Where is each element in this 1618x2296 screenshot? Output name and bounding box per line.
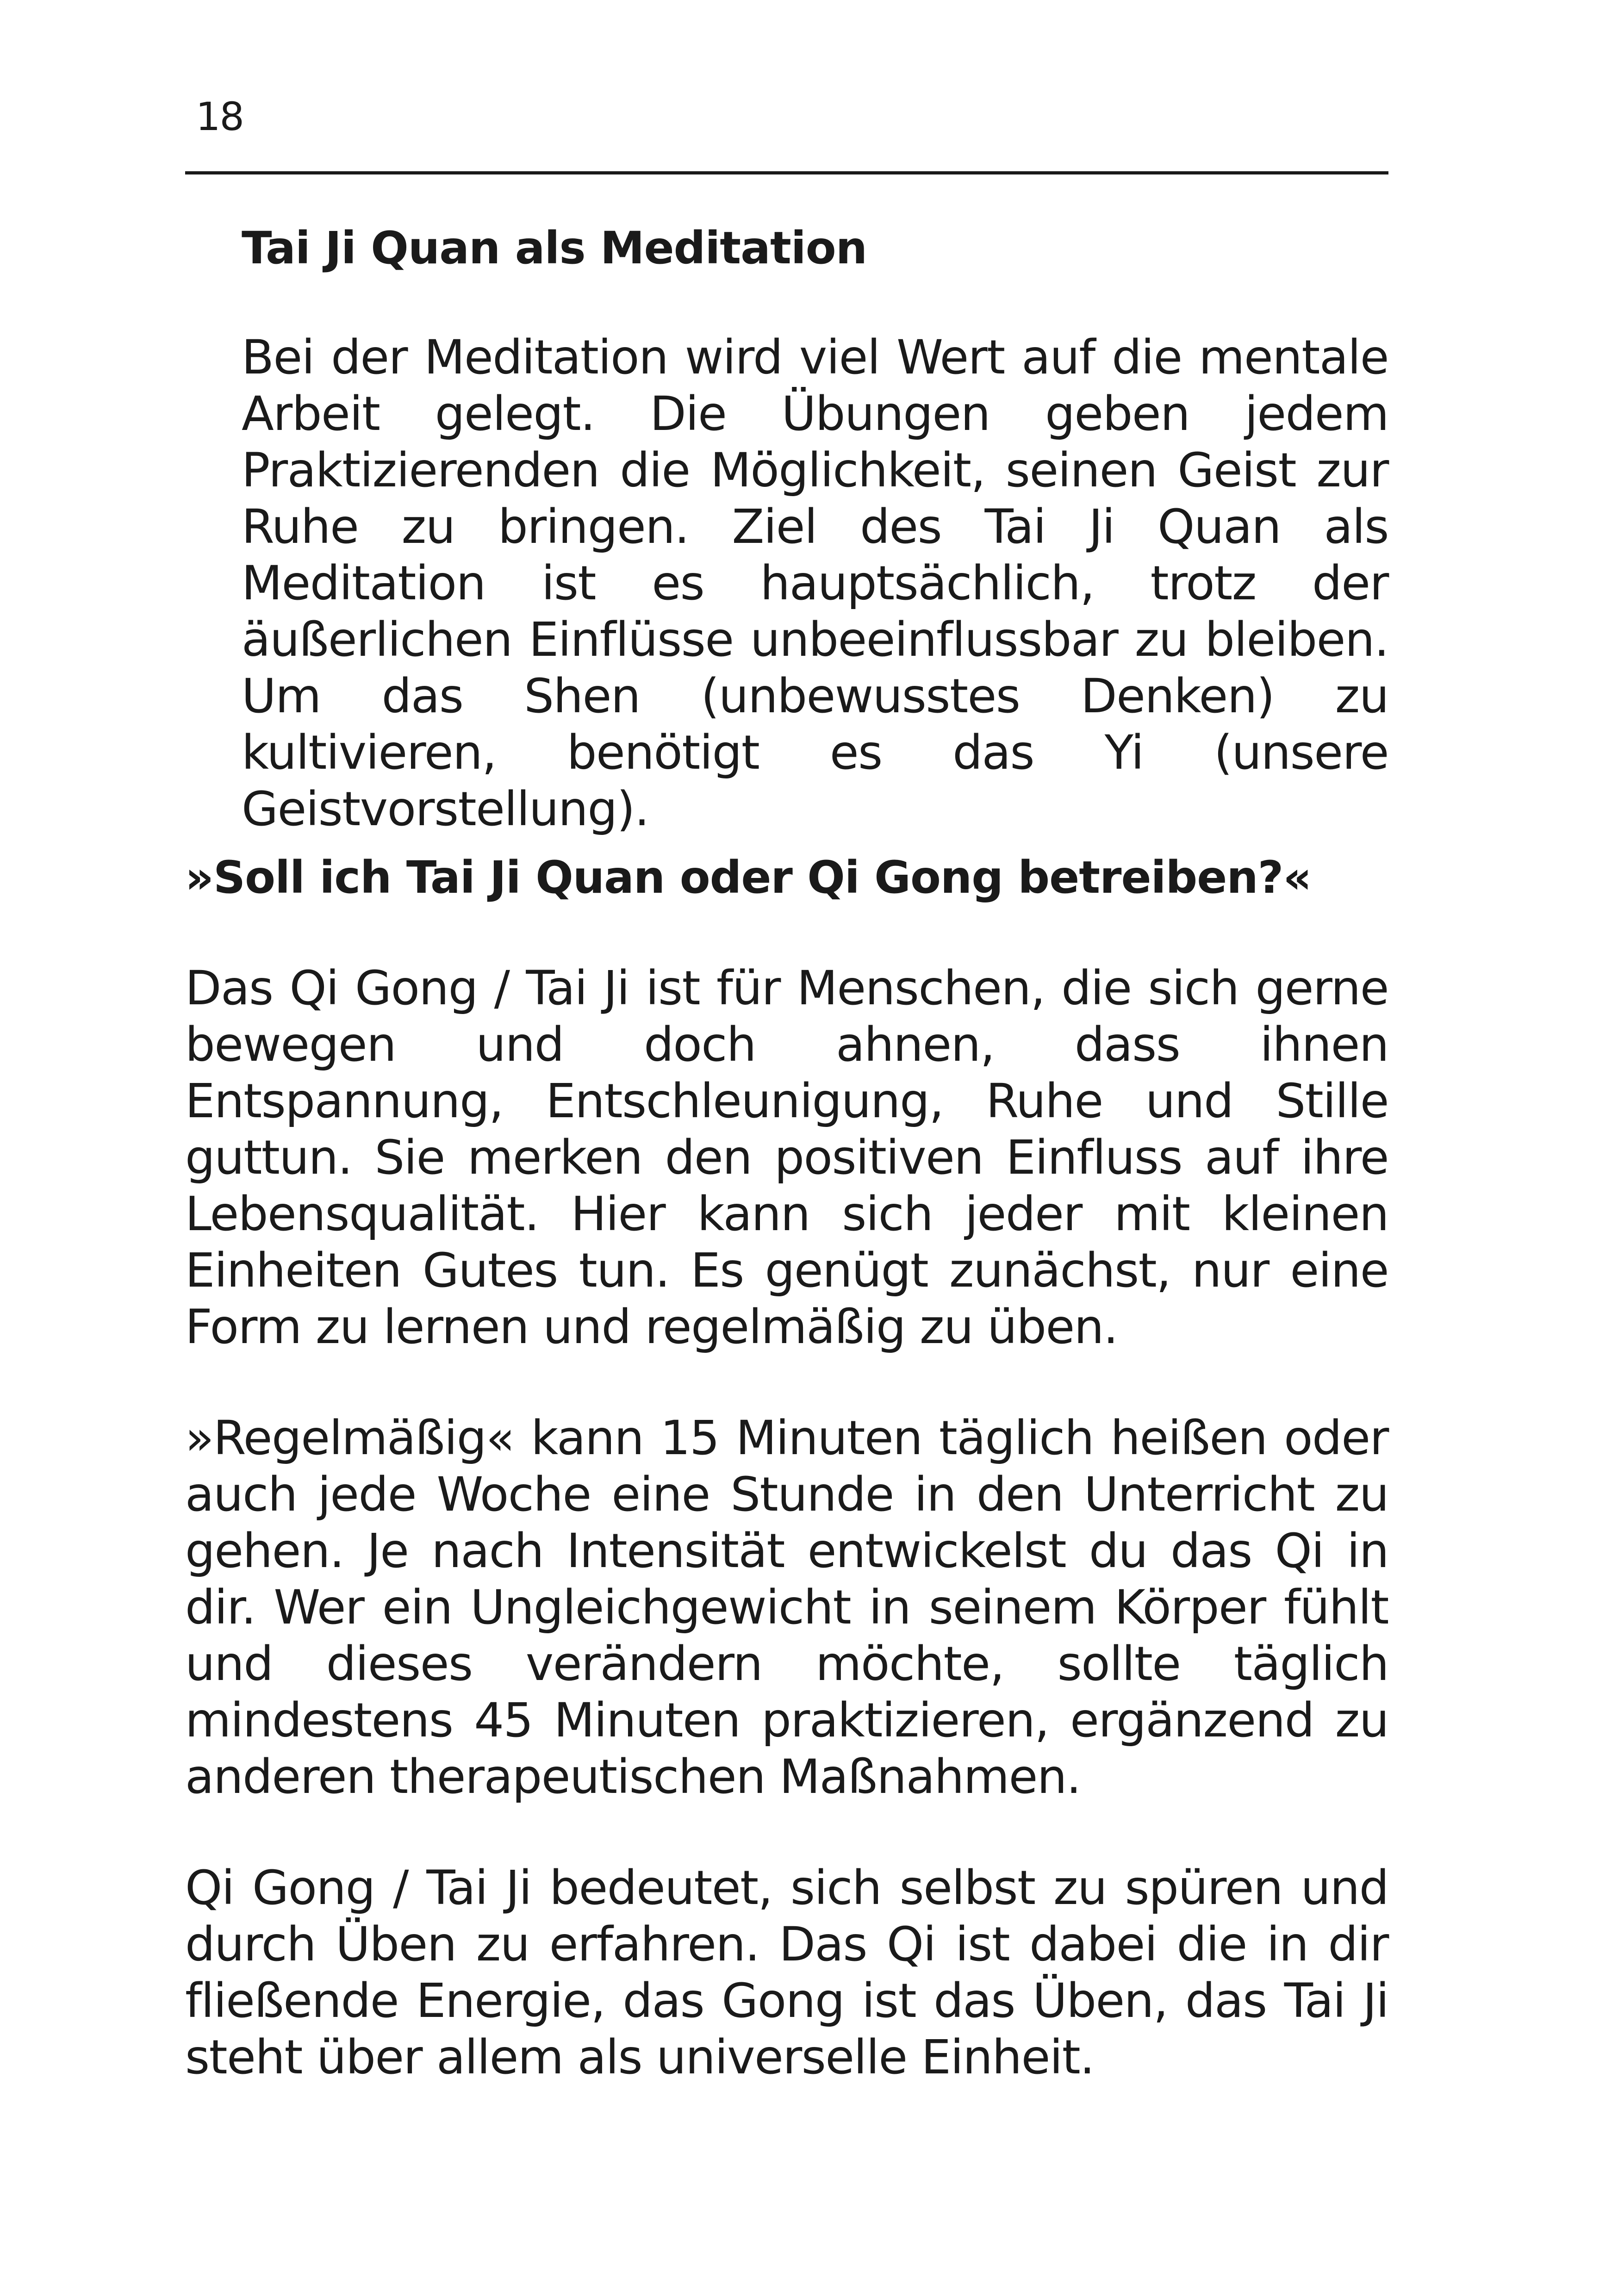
section-tai-ji-or-qi-gong: [185, 849, 1388, 2086]
paragraph-who-it-is-for: Das Qi Gong / Tai Ji ist für Menschen, die sich gerne bewegen und doch ahnen, dass ihnen Entspannung, Entschleunigung, Ruhe und Stille guttun. Sie merken den positiven Einfluss auf ihre Lebensqualität. Hier kann sich jeder mit kleinen Einheiten Gutes tun. Es genügt zunächst, nur eine Form zu lernen und regelmäßig zu üben.: [185, 961, 1388, 1355]
paragraph-meditation: Bei der Meditation wird viel Wert auf die mentale Arbeit gelegt. Die Übungen geben jedem Praktizierenden die Möglichkeit, seinen Geist zur Ruhe zu bringen. Ziel des Tai Ji Quan als Meditation ist es hauptsächlich, trotz der äußerlichen Einflüsse unbeeinflussbar zu bleiben. Um das Shen (unbewusstes Denken) zu kultivieren, benötigt es das Yi (unsere Geistvorstellung).: [242, 330, 1388, 837]
paragraph-meaning: Qi Gong / Tai Ji bedeutet, sich selbst zu spüren und durch Üben zu erfahren. Das Qi ist dabei die in dir fließende Energie, das Gong ist das Üben, das Tai Ji steht über allem als universelle Einheit.: [185, 1860, 1388, 2085]
page-number: 18: [196, 94, 243, 139]
section-heading-choice: »Soll ich Tai Ji Quan oder Qi Gong betreiben?«: [185, 852, 1312, 903]
section-heading-meditation: Tai Ji Quan als Meditation: [242, 222, 867, 274]
section-meditation: [242, 220, 1388, 838]
header-rule: [185, 171, 1388, 174]
paragraph-regularity: »Regelmäßig« kann 15 Minuten täglich heißen oder auch jede Woche eine Stunde in den Unterricht zu gehen. Je nach Intensität entwickelst du das Qi in dir. Wer ein Ungleichgewicht in seinem Körper fühlt und dieses verändern möchte, sollte täglich mindestens 45 Minuten praktizieren, ergänzend zu anderen therapeutischen Maßnahmen.: [185, 1411, 1388, 1804]
